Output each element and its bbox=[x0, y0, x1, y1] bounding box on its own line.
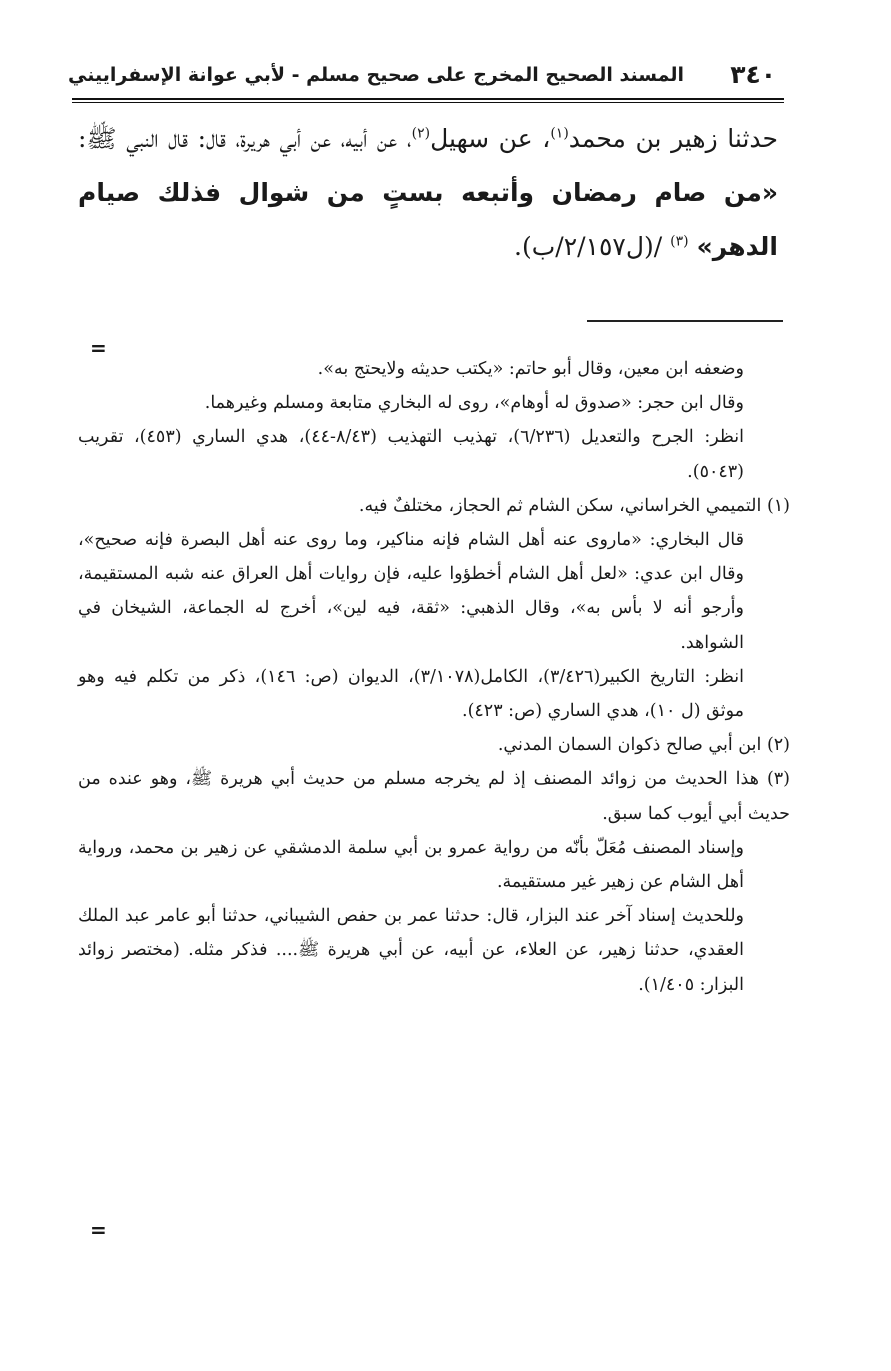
isnad-part-3: ، عن أبيه، عن أبي هريرة، قال: قال النبي ﷺ: bbox=[78, 124, 412, 153]
footnote-ref-1: (١) bbox=[550, 125, 569, 142]
footnote-cont-line: وقال ابن حجر: «صدوق له أوهام»، روى له البخاري متابعة ومسلم وغيرهما. bbox=[204, 393, 744, 414]
running-title: المسند الصحيح المخرج على صحيح مسلم - لأبي عوانة الإسفراييني bbox=[68, 64, 684, 86]
header-rule bbox=[72, 98, 784, 103]
page-number: ٣٤٠ bbox=[730, 60, 776, 89]
page-header bbox=[68, 58, 784, 98]
footnote-ref-2: (٢) bbox=[411, 125, 431, 142]
footnote-1-para-2: قال البخاري: «ماروى عنه أهل الشام فإنه مناكير، وما روى عنه أهل البصرة فإنه صحيح»، وقال ابن عدي: «لعل أهل الشام أخطؤوا عليه، فإن روايات أهل العراق عنه شبه المستقيمة، وأرجو أنه لا بأس به»، وقال الذهبي: «ثقة، فيه لين»، أخرج له الجماعة، الشيخان في الشواهد. bbox=[78, 530, 744, 653]
footnotes bbox=[78, 352, 790, 1002]
manuscript-ref: /(ل٢/١٥٧/ب). bbox=[514, 232, 671, 261]
footnote-2 bbox=[78, 728, 790, 762]
footnote-1-number: (١) bbox=[766, 495, 790, 516]
hadith-matn: «من صام رمضان وأتبعه بستٍ من شوال فذلك صيام الدهر» bbox=[78, 178, 778, 261]
footnote-cont-line: انظر: الجرح والتعديل (٦/٢٣٦)، تهذيب التهذيب (٨/٤٣-٤٤)، هدي الساري (٤٥٣)، تقريب (٥٠٤٣). bbox=[78, 427, 745, 482]
footnote-2-text: ابن أبي صالح ذكوان السمان المدني. bbox=[497, 735, 762, 756]
footnote-2-number: (٢) bbox=[766, 735, 790, 756]
footnote-1-para-3: انظر: التاريخ الكبير(٣/٤٢٦)، الكامل(٣/١٠٧٨)، الديوان (ص: ١٤٦)، ذكر من تكلم فيه وهو موثق (ل ١٠)، هدي الساري (ص: ٤٢٣). bbox=[78, 666, 744, 722]
footnote-1 bbox=[78, 489, 790, 523]
footnote-separator bbox=[587, 320, 783, 322]
footnote-3 bbox=[78, 762, 790, 830]
footnote-3-para-3: وللحديث إسناد آخر عند البزار، قال: حدثنا عمر بن حفص الشيباني، حدثنا أبو عامر عبد الملك العقدي، حدثنا زهير، عن العلاء، عن أبيه، عن أبي هريرة ﷺ.... فذكر مثله. (مختصر زوائد البزار: ١/٤٠٥). bbox=[78, 906, 744, 995]
isnad-part-2: ، عن سهيل bbox=[430, 124, 551, 153]
continuation-mark: = bbox=[90, 336, 107, 360]
footnote-cont-line: وضعفه ابن معين، وقال أبو حاتم: «يكتب حديثه ولايحتج به». bbox=[317, 359, 744, 379]
footnote-3-number: (٣) bbox=[766, 769, 790, 790]
hadith-text bbox=[78, 112, 778, 274]
footnote-3-text: هذا الحديث من زوائد المصنف إذ لم يخرجه مسلم من حديث أبي هريرة ﷺ، وهو عنده من حديث أبي أيوب كما سبق. bbox=[78, 769, 790, 824]
footnote-3-para-2: وإسناد المصنف مُعَلّ بأنّه من رواية عمرو بن أبي سلمة الدمشقي عن زهير بن محمد، ورواية أهل الشام عن زهير غير مستقيمة. bbox=[78, 837, 744, 893]
end-continuation-mark: = bbox=[90, 1218, 107, 1242]
isnad-part-1: حدثنا زهير بن محمد bbox=[568, 124, 778, 153]
footnote-1-text: التميمي الخراساني، سكن الشام ثم الحجاز، مختلفٌ فيه. bbox=[358, 495, 762, 516]
footnote-ref-3: (٣) bbox=[670, 233, 689, 250]
